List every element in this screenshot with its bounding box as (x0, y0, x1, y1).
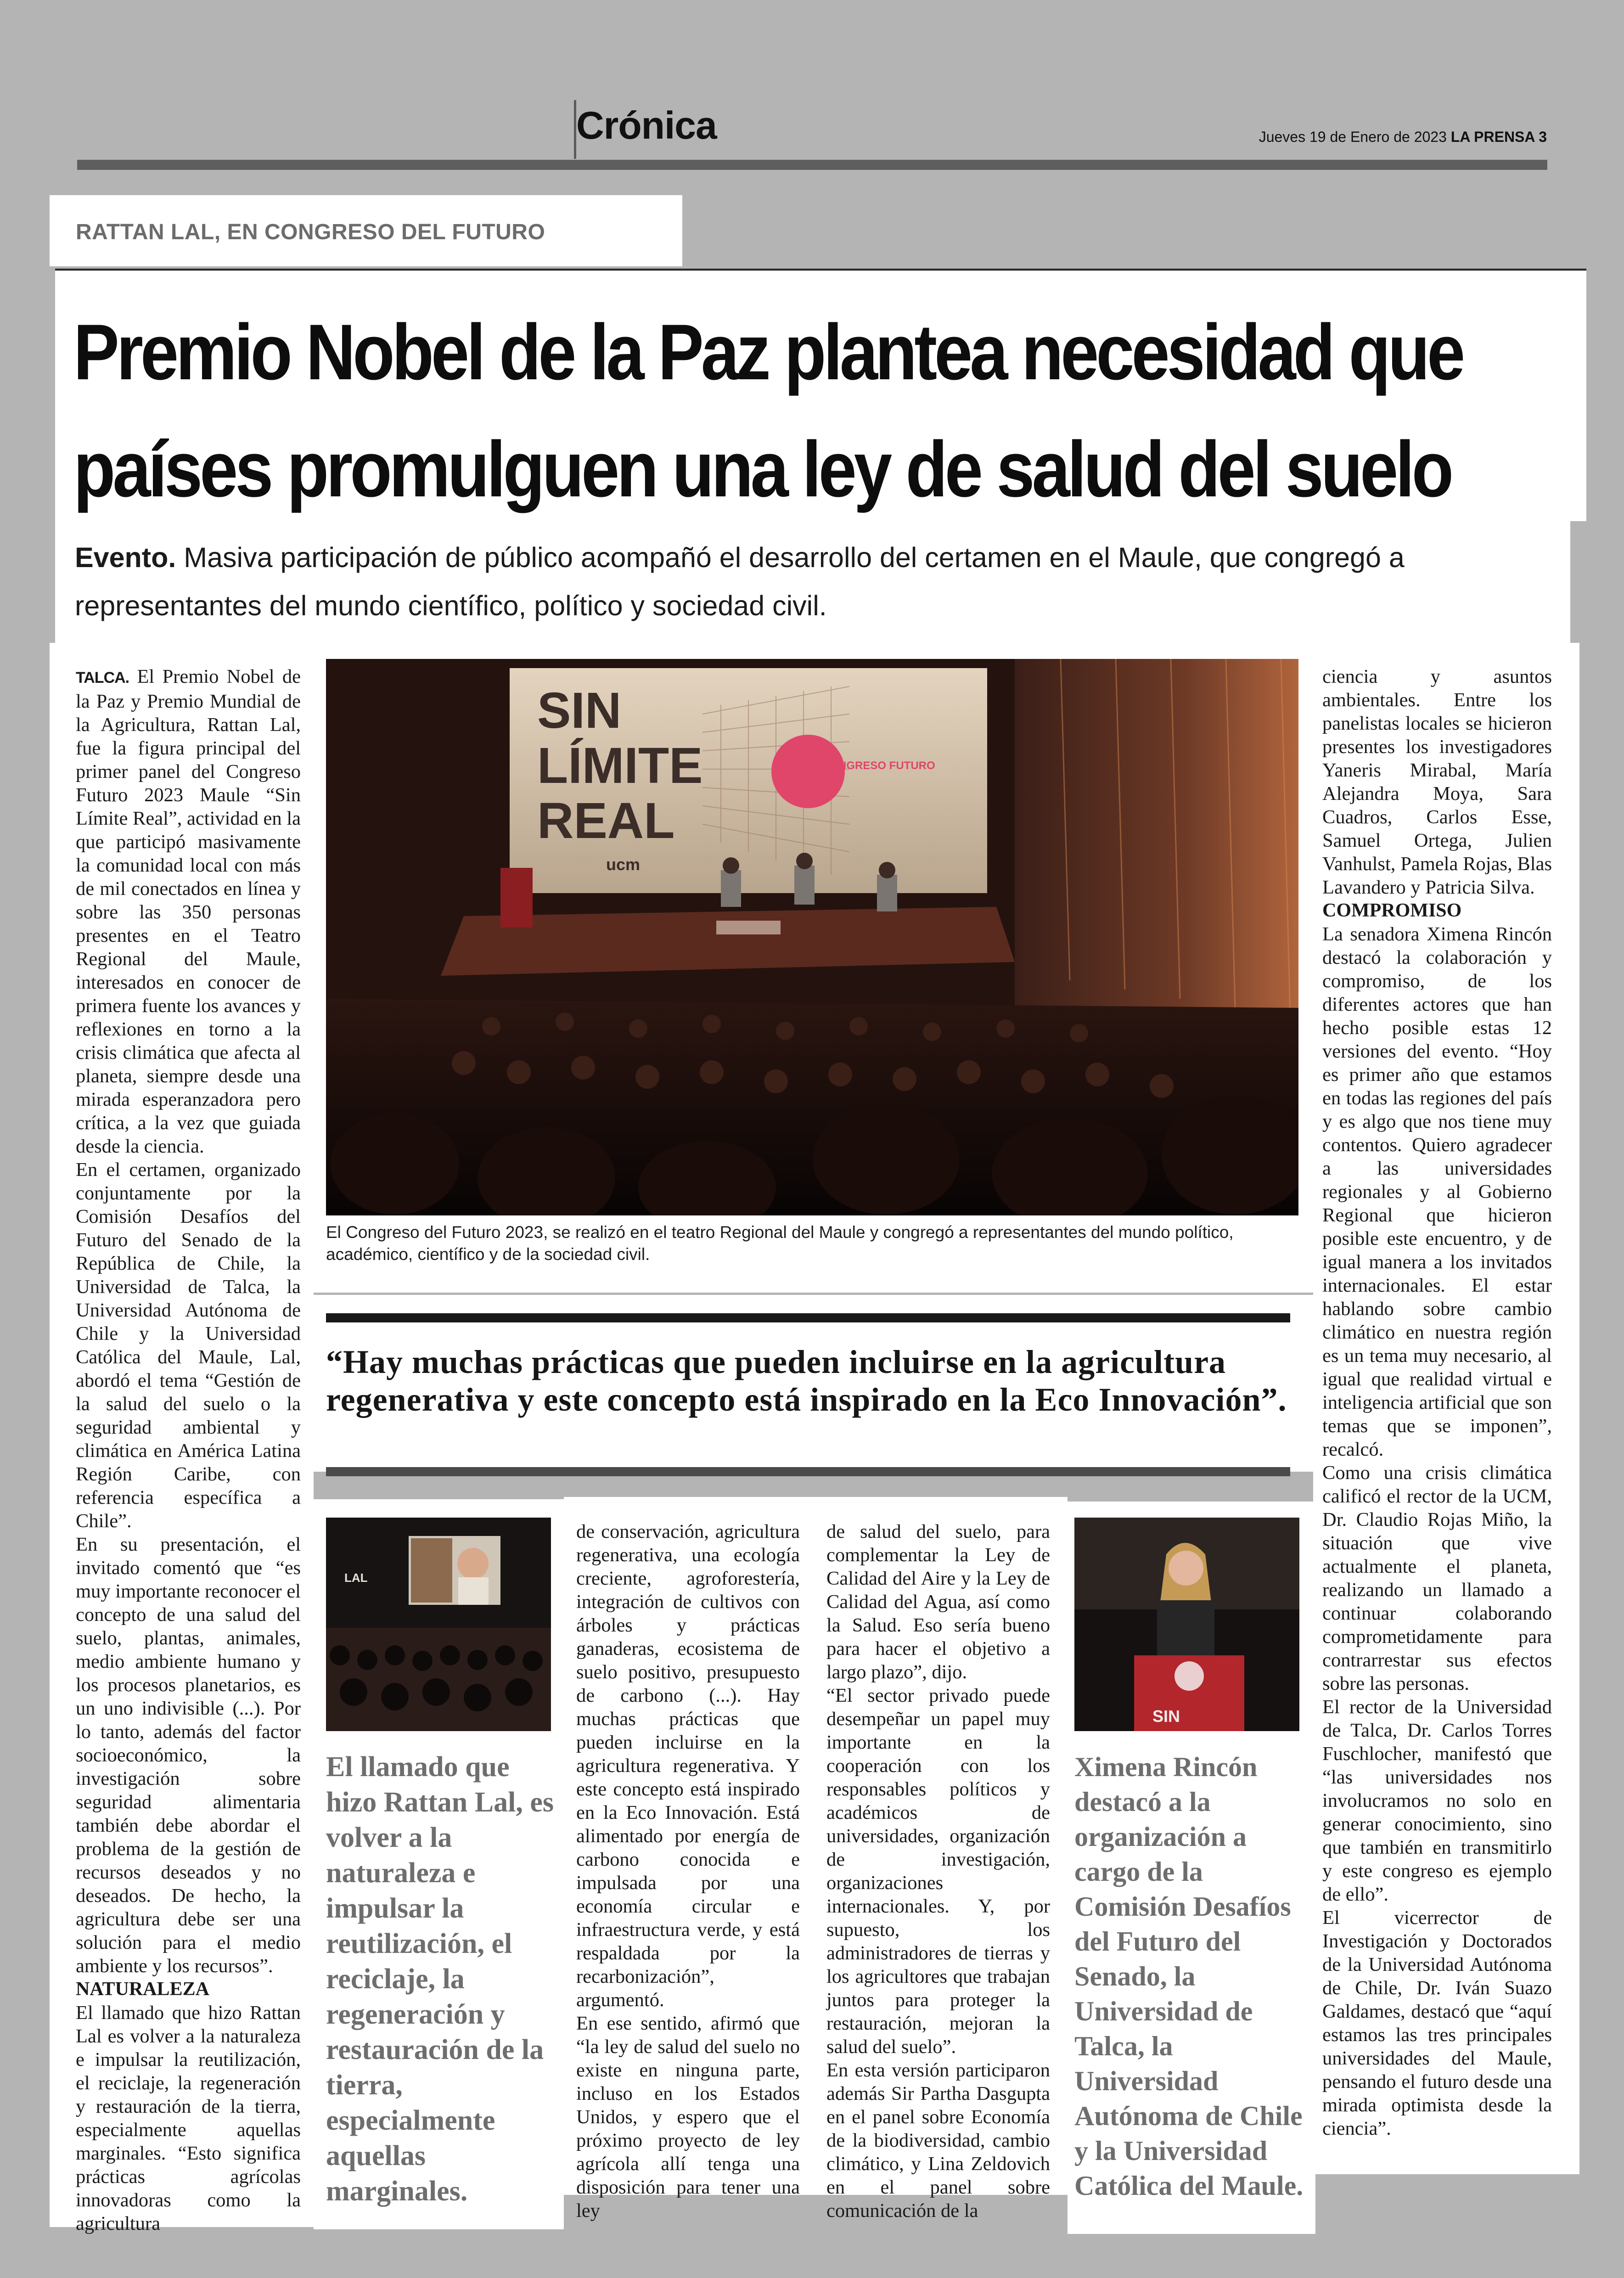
photo-rattan-lal-screen (326, 1518, 551, 1731)
podium-text: SIN (1152, 1707, 1180, 1726)
paragraph: de conservación, agricultura regenerativa, una ecología creciente, agroforestería, integración de cultivos con árboles y prácticas ganaderas, ecosistema de suelo positivo, presupuesto de carbono (...). Hay muchas prácticas que pueden incluirse en la agricultura regenerativa. Y este concepto está inspirado en la Eco Innovación. Está alimentado por energía de carbono conocida e impulsada por una economía circular e infraestructura verde, y está respaldada por la recarbonización”, argumentó. (576, 1521, 800, 2011)
rincon-illustration (1074, 1518, 1299, 1731)
article-column-1 (76, 665, 301, 2235)
subhead-compromiso: COMPROMISO (1322, 900, 1462, 921)
section-name: Crónica (576, 104, 717, 147)
paragraph: El llamado que hizo Rattan Lal es volver a la naturaleza e impulsar la reutilización, el reciclaje, la regeneración y restauración de la tierra, especialmente aquellas marginales. “Esto significa prácticas agrícolas innovadoras como la agricultura (76, 2002, 301, 2234)
article-column-3 (826, 1520, 1050, 2222)
issue-date: Jueves 19 de Enero de 2023 (1259, 129, 1447, 145)
headline-line-1: Premio Nobel de la Paz plantea necesidad que (73, 308, 1463, 396)
headline-line-2: países promulguen una ley de salud del suelo (73, 425, 1451, 513)
deck-label: Evento. (75, 542, 176, 573)
paragraph: TALCA. El Premio Nobel de la Paz y Premio Mundial de la Agricultura, Rattan Lal, fue la figura principal del primer panel del Congreso Futuro 2023 Maule “Sin Límite Real”, actividad en la que participó masivamente la comunidad local con más de mil conectados en línea y sobre las 350 personas presentes en el Teatro Regional del Maule, interesados en conocer de primera fuente los avances y reflexiones en torno a la crisis climática que afecta al planeta, siempre desde una mirada esperanzadora pero crítica, a la vez que guiada desde la ciencia. (76, 666, 301, 1157)
paragraph: El rector de la Universidad de Talca, Dr. Carlos Torres Fuschlocher, manifestó que “las universidades nos involucramos no solo en generar conocimiento, sino que también en transmitirlo y este congreso es ejemplo de ello”. (1322, 1696, 1552, 1905)
deck-text: Masiva participación de público acompañó el desarrollo del certamen en el Maule, que congregó a representantes del mundo científico, político y sociedad civil. (75, 542, 1405, 621)
main-photo-caption: El Congreso del Futuro 2023, se realizó en el teatro Regional del Maule y congregó a representantes del mundo político, académico, científico y de la sociedad civil. (326, 1223, 1234, 1264)
masthead-rule (77, 160, 1547, 170)
screen-text-1: SIN (537, 682, 622, 739)
paper-name-page: LA PRENSA 3 (1450, 129, 1547, 145)
kicker: RATTAN LAL, EN CONGRESO DEL FUTURO (76, 220, 545, 244)
article-column-2 (576, 1520, 800, 2222)
screen-text-3: REAL (537, 793, 675, 849)
subhead-naturaleza: NATURALEZA (76, 1979, 209, 2000)
paragraph: En esta versión participaron además Sir Partha Dasgupta en el panel sobre Economía de la biodiversidad, cambio climático, y Lina Zeldovich en el panel sobre comunicación de la (826, 2059, 1050, 2222)
quote-rule-top (326, 1313, 1290, 1322)
photo-ximena-rincon (1074, 1518, 1299, 1731)
theater-illustration (326, 659, 1298, 1215)
paragraph: ciencia y asuntos ambientales. Entre los panelistas locales se hicieron presentes los investigadores Yaneris Mirabal, María Alejandra Moya, Sara Cuadros, Carlos Esse, Samuel Ortega, Julien Vanhulst, Pamela Rojas, Blas Lavandero y Patricia Silva. (1322, 666, 1552, 898)
rincon-photo-caption: Ximena Rincón destacó a la organización a cargo de la Comisión Desafíos del Futuro del Senado, la Universidad de Talca, la Universidad Autónoma de Chile y la Universidad Católica del Maule. (1074, 1752, 1304, 2201)
lal-illustration (326, 1518, 551, 1731)
main-photo-theater (326, 659, 1298, 1215)
paragraph: En su presentación, el invitado comentó que “es muy importante reconocer el concepto de una salud del suelo, plantas, animales, medio ambiente humano y los procesos planetarios, es un uno indivisible (...). Por lo tanto, además del factor socioeconómico, la investigación sobre seguridad alimentaria también debe abordar el problema de la gestión de recursos deseados y no deseados. De hecho, la agricultura debe ser una solución para el medio ambiente y los recursos”. (76, 1534, 301, 1977)
lal-photo-caption: El llamado que hizo Rattan Lal, es volver a la naturaleza e impulsar la reutilización, el reciclaje, la regeneración y restauración de la tierra, especialmente aquellas marginales. (326, 1751, 554, 2207)
paragraph: En ese sentido, afirmó que “la ley de salud del suelo no existe en ninguna parte, incluso en los Estados Unidos, y espero que el próximo proyecto de ley agrícola allí tenga una disposición para tener una ley (576, 2013, 800, 2222)
paragraph: En el certamen, organizado conjuntamente por la Comisión Desafíos del Futuro del Senado de la República de Chile, la Universidad de Talca, la Universidad Autónoma de Chile y la Universidad Católica del Maule, Lal, abordó el tema “Gestión de la salud del suelo o la seguridad ambiental y climática en América Latina Región Caribe, con referencia específica a Chile”. (76, 1159, 301, 1532)
deck (75, 534, 1544, 630)
pull-quote: “Hay muchas prácticas que pueden incluirse en la agricultura regenerativa y este concepto está inspirado en la Eco Innovación”. (326, 1344, 1287, 1418)
headline-rule (55, 269, 1586, 270)
quote-rule-bottom (326, 1467, 1290, 1476)
headline (73, 294, 1463, 528)
screen-logo: CONGRESO FUTURO (822, 759, 935, 772)
paragraph: “El sector privado puede desempeñar un papel muy importante en la cooperación con los responsables políticos y académicos de universidades, organización de investigación, organizaciones internacionales. Y, por supuesto, los administradores de tierras y los agricultores que trabajan juntos para proteger la restauración, mejoran la salud del suelo”. (826, 1685, 1050, 2058)
article-column-4 (1322, 665, 1552, 2140)
paragraph: Como una crisis climática calificó el rector de la UCM, Dr. Claudio Rojas Miño, la situación que vive actualmente el planeta, realizando un llamado a continuar colaborando comprometidamente para contrarrestar sus efectos sobre las personas. (1322, 1462, 1552, 1694)
paragraph: de salud del suelo, para complementar la Ley de Calidad del Aire y la Ley de Calidad del Agua, así como la Salud. Eso sería bueno para hacer el objetivo a largo plazo”, dijo. (826, 1521, 1050, 1683)
masthead-dateline (1259, 129, 1547, 146)
dateline: TALCA. (76, 669, 129, 686)
lal-screen-text: LAL (344, 1571, 368, 1585)
screen-sponsor: ucm (606, 855, 641, 874)
paragraph: El vicerrector de Investigación y Doctorados de la Universidad Autónoma de Chile, Dr. Iván Suazo Galdames, destacó que “aquí estamos las tres principales universidades del Maule, pensando el futuro desde una mirada optimista desde la ciencia”. (1322, 1907, 1552, 2139)
screen-text-2: LÍMITE (537, 737, 703, 794)
paragraph: La senadora Ximena Rincón destacó la colaboración y compromiso, de los diferentes actores que han hecho posible estas 12 versiones del evento. “Hoy es primer año que estamos en todas las regiones del país y es algo que nos tiene muy contentos. Quiero agradecer a las universidades regionales y al Gobierno Regional que hicieron posible este encuentro, y de igual manera a los invitados internacionales. El estar hablando sobre cambio climático en nuestra región es un tema muy necesario, al igual que realidad virtual e inteligencia artificial que son temas que se imponen”, recalcó. (1322, 923, 1552, 1460)
